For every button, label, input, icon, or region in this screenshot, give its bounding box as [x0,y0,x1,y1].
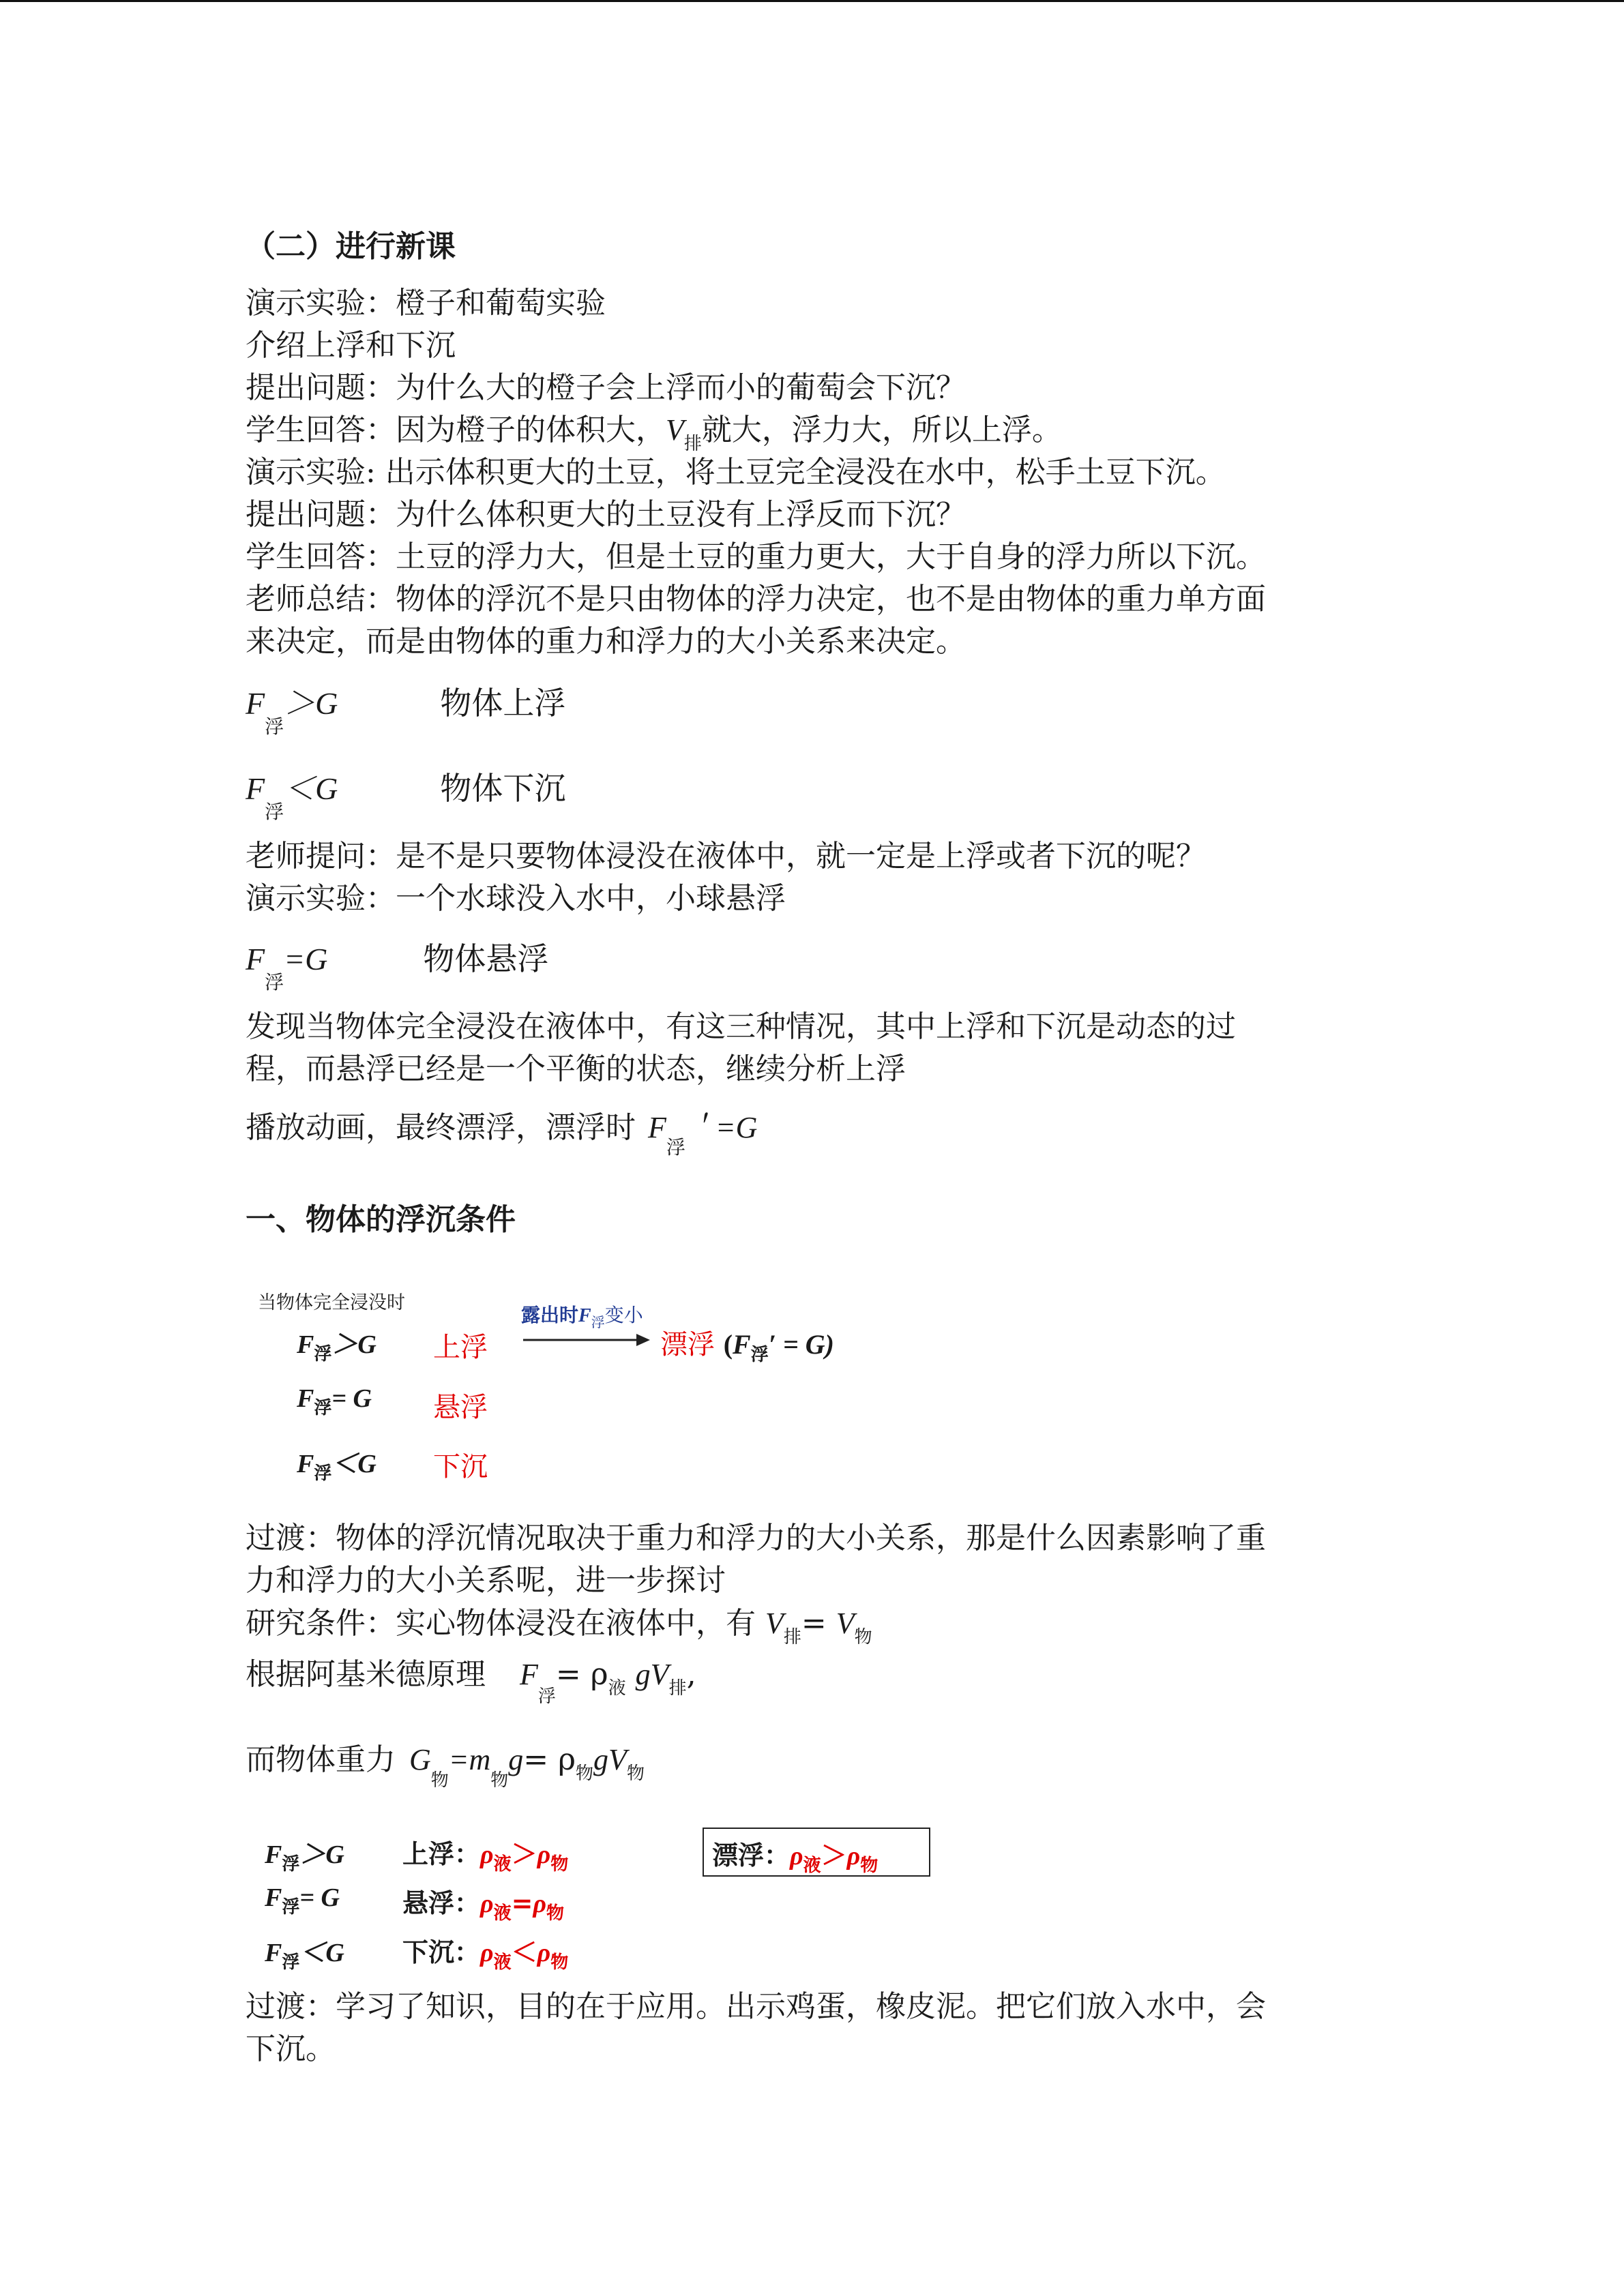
section-heading: （二）进行新课 [246,229,456,264]
text-line: 发现当物体完全浸没在液体中，有这三种情况，其中上浮和下沉是动态的过 [246,1009,1236,1044]
formula-lhs: F [246,771,265,806]
arrow-icon [522,1330,651,1350]
diagram-caption: 当物体完全浸没时 [258,1292,405,1313]
text-line: 过渡：学习了知识，目的在于应用。出示鸡蛋，橡皮泥。把它们放入水中，会 [246,1989,1266,2024]
rho2: ρ [537,1939,551,1967]
cond-row [265,1882,340,1918]
rho1: ρ [480,1890,494,1918]
arch-gv: gV [635,1658,669,1691]
rho1-sub: 液 [493,1903,512,1924]
arrow-label-pre: 露出时 [521,1304,579,1326]
cond-state [402,1882,565,1924]
arrow-label-post: 变小 [604,1304,643,1326]
text-line: 演示实验：橙子和葡萄实验 [246,286,606,320]
float-state [660,1323,834,1365]
row-lhs: F [265,1883,282,1912]
arrow-label [521,1300,643,1328]
formula-lhs: F [246,942,265,976]
row-lhs: F [265,1840,282,1869]
text-line: 老师总结：物体的浮沉不是只由物体的浮力决定，也不是由物体的重力单方面 [246,582,1266,616]
top-border [0,0,1624,2]
rho1-sub: 液 [493,1952,512,1973]
state-label: 上浮： [402,1838,481,1869]
text-line: 提出问题：为什么体积更大的土豆没有上浮反而下沉？ [246,497,966,532]
gravity-gv: gV [593,1743,627,1776]
row-sub: 浮 [282,1854,300,1875]
row-rel: = G [331,1384,372,1413]
text-line: 提出问题：为什么大的橙子会上浮而小的葡萄会下沉？ [246,370,966,405]
cond-row [265,1931,344,1973]
float-box-content [712,1834,879,1876]
row-lhs: F [297,1450,314,1478]
rho2: ρ [846,1842,861,1870]
diagram-row [297,1323,377,1365]
rho1: ρ [480,1840,494,1869]
gravity-g2: g [508,1743,524,1776]
float-cond-rest: ′ = G) [768,1329,834,1360]
row-sub: 浮 [314,1398,332,1418]
float-cond-var: F [733,1329,751,1360]
gravity-rho: ρ [558,1742,576,1777]
formula-sub: 浮 [265,715,284,738]
float-cond-open: ( [723,1329,733,1360]
gravity-g: G [409,1743,431,1776]
text-line: 程，而悬浮已经是一个平衡的状态，继续分析上浮 [246,1052,906,1086]
rho2: ρ [537,1840,551,1869]
rho1-sub: 液 [493,1854,512,1875]
arrow-label-var: F [578,1305,591,1326]
formula-rel: ＜G [284,771,338,806]
diagram-row [297,1383,372,1418]
float-box-label: 漂浮： [712,1840,791,1870]
row-rel: = G [299,1883,340,1912]
subheading-conditions: 一、物体的浮沉条件 [246,1202,516,1237]
row-rel: ＜G [331,1450,377,1478]
text-line: 演示实验: 出示体积更大的土豆，将土豆完全浸没在水中，松手土豆下沉。 [246,455,1226,490]
row-rel: ＞G [299,1840,344,1869]
text-line: 力和浮力的大小关系呢，进一步探讨 [246,1563,726,1598]
arch-f: F [520,1658,538,1691]
state-rise: 上浮 [433,1332,488,1363]
float-condition-box [703,1828,930,1877]
condition-pre: 研究条件：实心物体浸没在液体中，有 [246,1606,756,1641]
gravity-pre: 而物体重力 [246,1742,396,1777]
float-var: F [648,1111,666,1144]
text-line-gravity [246,1739,645,1791]
formula-sink [246,764,566,823]
rho1: ρ [480,1939,494,1967]
state-suspend: 悬浮 [433,1392,488,1423]
formula-sub: 浮 [265,971,284,994]
formula-lhs: F [246,686,265,721]
arrow-label-sub: 浮 [591,1314,605,1330]
cmp: ＞ [511,1838,537,1869]
rho2: ρ [533,1890,547,1918]
gravity-gs: 物 [430,1770,449,1791]
state-sink: 下沉 [433,1451,488,1482]
formula-sub: 浮 [265,801,284,823]
formula-rise [246,679,566,738]
row-rel: ＞G [331,1330,377,1359]
gravity-rs: 物 [576,1763,594,1784]
rho2-sub: 物 [550,1952,569,1973]
float-state-label: 漂浮 [660,1329,715,1360]
row-sub: 浮 [282,1897,300,1918]
rho1-sub: 液 [803,1855,821,1876]
arch-rho: ρ [590,1657,608,1692]
arch-eq: = [555,1657,581,1692]
row-sub: 浮 [314,1463,332,1484]
condition-s2: 物 [854,1627,872,1648]
float-post: ＇=G [685,1111,758,1144]
gravity-vs: 物 [626,1763,645,1784]
cmp: = [511,1888,533,1918]
answer-post: 就大，浮力大，所以上浮。 [701,413,1062,447]
formula-rel: =G [284,942,328,976]
row-sub: 浮 [282,1952,300,1973]
text-line: 老师提问：是不是只要物体浸没在液体中，就一定是上浮或者下沉的呢？ [246,839,1206,874]
arch-fs: 浮 [537,1686,556,1707]
condition-v2: V [836,1607,855,1640]
condition-eq: = [801,1606,836,1641]
text-line-answer [246,409,1062,456]
row-rel: ＜G [299,1939,344,1967]
cmp: ＞ [821,1840,847,1870]
condition-s1: 排 [783,1627,801,1648]
text-line: 学生回答：土豆的浮力大，但是土豆的重力更大，大于自身的浮力所以下沉。 [246,539,1266,574]
text-line-float [246,1107,758,1159]
cmp: ＜ [511,1937,537,1967]
gravity-eq2: = [523,1742,549,1777]
text-line: 过渡：物体的浮沉情况取决于重力和浮力的大小关系，那是什么因素影响了重 [246,1521,1266,1555]
arch-rs: 液 [608,1678,626,1699]
float-pre: 播放动画，最终漂浮，漂浮时 [246,1110,636,1145]
formula-desc: 物体上浮 [440,685,566,721]
row-sub: 浮 [314,1344,332,1365]
rho2-sub: 物 [860,1855,879,1876]
formula-desc: 物体悬浮 [423,940,549,977]
answer-sub: 排 [683,434,702,454]
formula-desc: 物体下沉 [440,770,566,807]
text-line: 演示实验：一个水球没入水中，小球悬浮 [246,881,786,916]
text-line-archimedes [246,1654,696,1707]
rho2-sub: 物 [550,1854,569,1875]
diagram-row [297,1442,377,1484]
arch-pre: 根据阿基米德原理 [246,1657,486,1692]
gravity-eq1: =m [448,1743,491,1776]
float-sub: 浮 [666,1136,685,1159]
cond-row [265,1833,344,1875]
formula-rel: ＞G [284,686,338,721]
arch-vs: 排 [668,1678,687,1699]
answer-pre: 学生回答：因为橙子的体积大， [246,413,666,447]
cond-state [402,1833,569,1875]
row-lhs: F [297,1330,314,1359]
rho2-sub: 物 [546,1903,565,1924]
cond-state [402,1931,569,1973]
state-label: 悬浮： [402,1888,481,1918]
text-line: 下沉。 [246,2031,336,2066]
row-lhs: F [265,1939,282,1967]
condition-v1: V [765,1607,784,1640]
text-line-condition [246,1602,872,1649]
arch-post: , [686,1657,696,1692]
answer-var: V [666,413,684,447]
formula-suspend [246,934,549,994]
rho1: ρ [790,1842,803,1870]
float-cond-sub: 浮 [750,1345,769,1365]
text-line: 介绍上浮和下沉 [246,328,456,363]
text-line: 来决定，而是由物体的重力和浮力的大小关系来决定。 [246,624,966,659]
state-label: 下沉： [402,1937,481,1967]
gravity-ms: 物 [490,1770,509,1791]
row-lhs: F [297,1384,314,1413]
